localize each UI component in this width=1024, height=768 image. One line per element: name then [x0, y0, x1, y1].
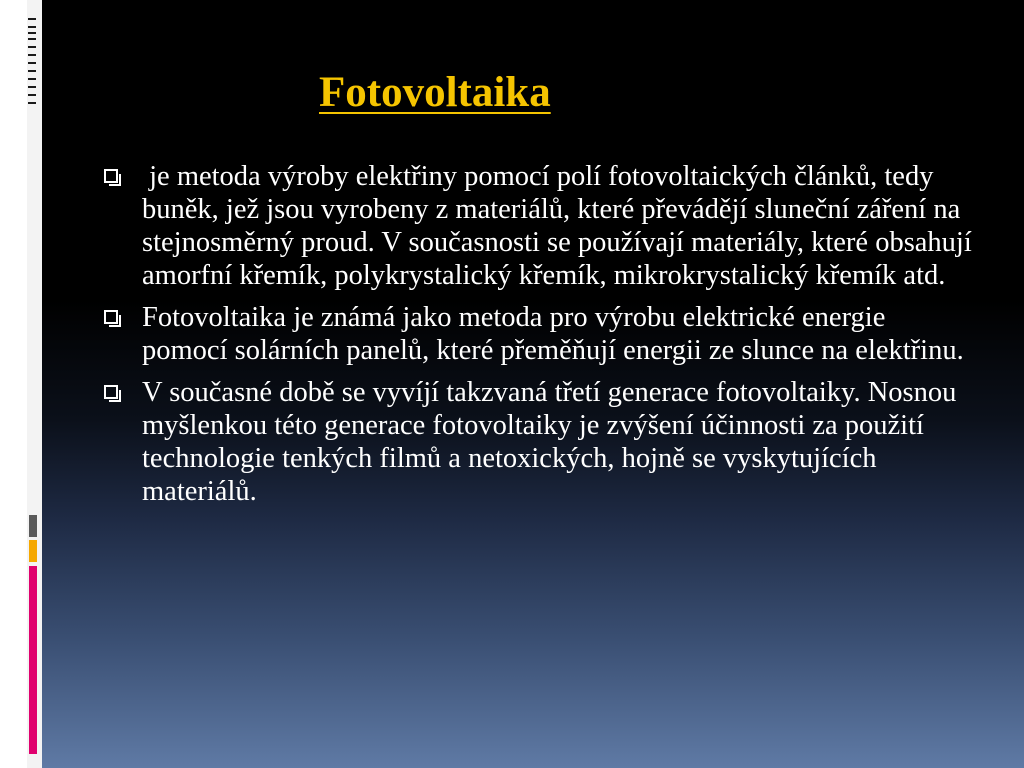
checkbox-icon — [104, 169, 118, 183]
bullet-item — [104, 376, 974, 508]
slide-title: Fotovoltaika — [319, 69, 551, 116]
bullet-item — [104, 301, 974, 367]
checkbox-icon — [104, 310, 118, 324]
bullet-text: je metoda výroby elektřiny pomocí polí fotovoltaických článků, tedy buněk, jež jsou vyrobeny z materiálů, které převádějí sluneční záření na stejnosměrný proud. V současnosti se používají materiály, které obsahují amorfní křemík, polykrystalický křemík, mikrokrystalický křemík atd. — [142, 161, 979, 291]
bullet-item — [104, 160, 979, 292]
bullet-list — [104, 160, 979, 517]
accent-bar-orange — [29, 540, 37, 562]
accent-bar-gray — [29, 515, 37, 537]
accent-bar-pink — [29, 566, 37, 754]
decorative-lines-icon — [28, 18, 36, 110]
bullet-text: Fotovoltaika je známá jako metoda pro výrobu elektrické energie pomocí solárních panelů, které přeměňují energii ze slunce na elektřinu. — [142, 302, 964, 366]
bullet-text: V současné době se vyvíjí takzvaná třetí generace fotovoltaiky. Nosnou myšlenkou této generace fotovoltaiky je zvýšení účinnosti za použití technologie tenkých filmů a netoxických, hojně se vyskytujících materiálů. — [142, 377, 957, 507]
checkbox-icon — [104, 385, 118, 399]
